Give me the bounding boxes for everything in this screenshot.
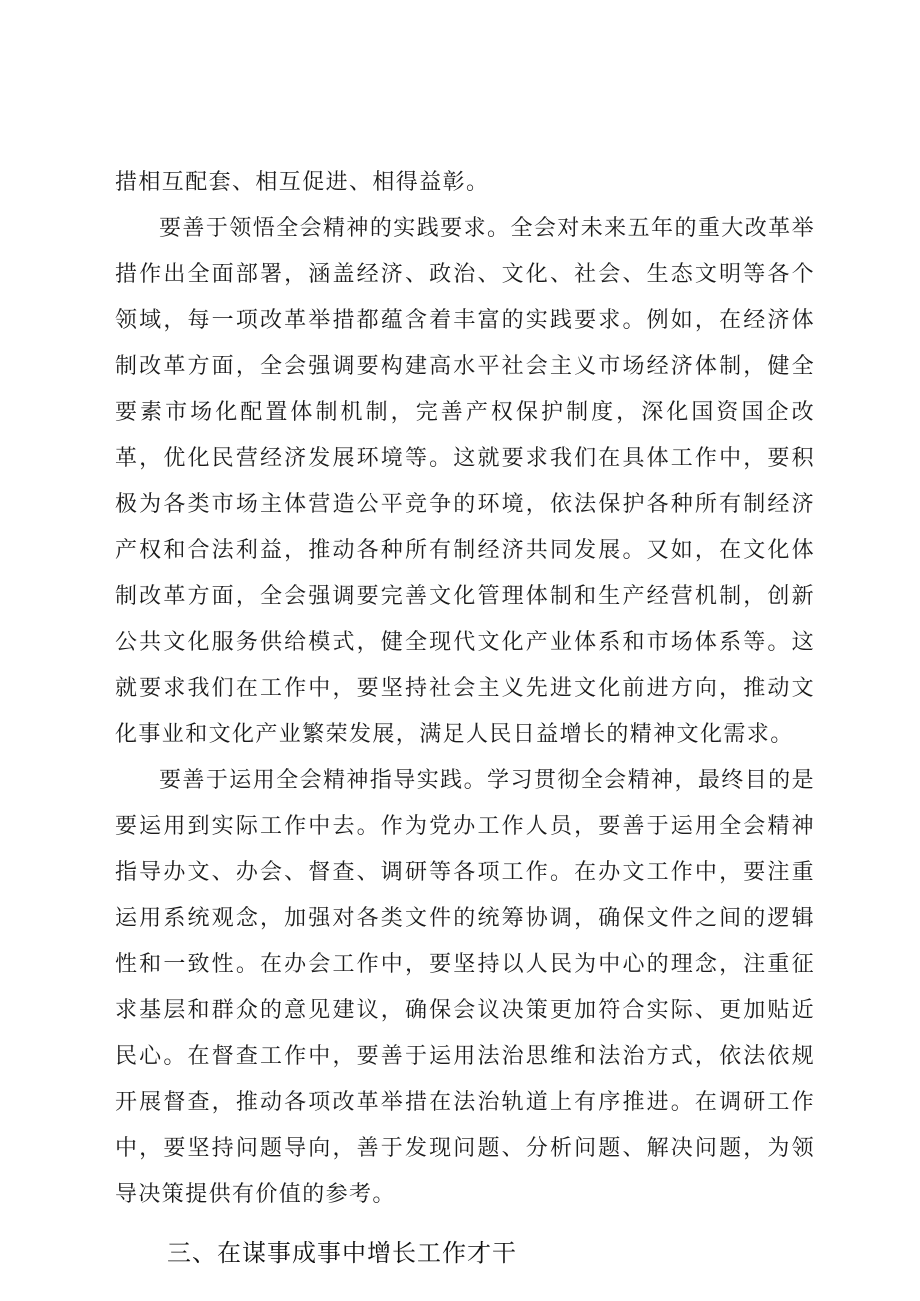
paragraph-continuation: 措相互配套、相互促进、相得益彰。 bbox=[115, 170, 490, 195]
section-heading: 三、在谋事成事中增长工作才干 bbox=[167, 1239, 517, 1267]
paragraph-practice-requirements: 要善于领悟全会精神的实践要求。全会对未来五年的重大改革举措作出全面部署，涵盖经济、政治、文化、社会、生态文明等各个领域，每一项改革举措都蕴含着丰富的实践要求。例如，在经济体制改革方面，全会强调要构建高水平社会主义市场经济体制，健全要素市场化配置体制机制，完善产权保护制度，深化国资国企改革，优化民营经济发展环境等。这就要求我们在具体工作中，要积极为各类市场主体营造公平竞争的环境，依法保护各种所有制经济产权和合法利益，推动各种所有制经济共同发展。又如，在文化体制改革方面，全会强调要完善文化管理体制和生产经营机制，创新公共文化服务供给模式，健全现代文化产业体系和市场体系等。这就要求我们在工作中，要坚持社会主义先进文化前进方向，推动文化事业和文化产业繁荣发展，满足人民日益增长的精神文化需求。 bbox=[115, 216, 815, 747]
paragraph-guide-practice: 要善于运用全会精神指导实践。学习贯彻全会精神，最终目的是要运用到实际工作中去。作为党办工作人员，要善于运用全会精神指导办文、办会、督查、调研等各项工作。在办文工作中，要注重运用系统观念，加强对各类文件的统筹协调，确保文件之间的逻辑性和一致性。在办会工作中，要坚持以人民为中心的理念，注重征求基层和群众的意见建议，确保会议决策更加符合实际、更加贴近民心。在督查工作中，要善于运用法治思维和法治方式，依法依规开展督查，推动各项改革举措在法治轨道上有序推进。在调研工作中，要坚持问题导向，善于发现问题、分析问题、解决问题，为领导决策提供有价值的参考。 bbox=[115, 768, 815, 1207]
document-body bbox=[115, 160, 815, 1278]
